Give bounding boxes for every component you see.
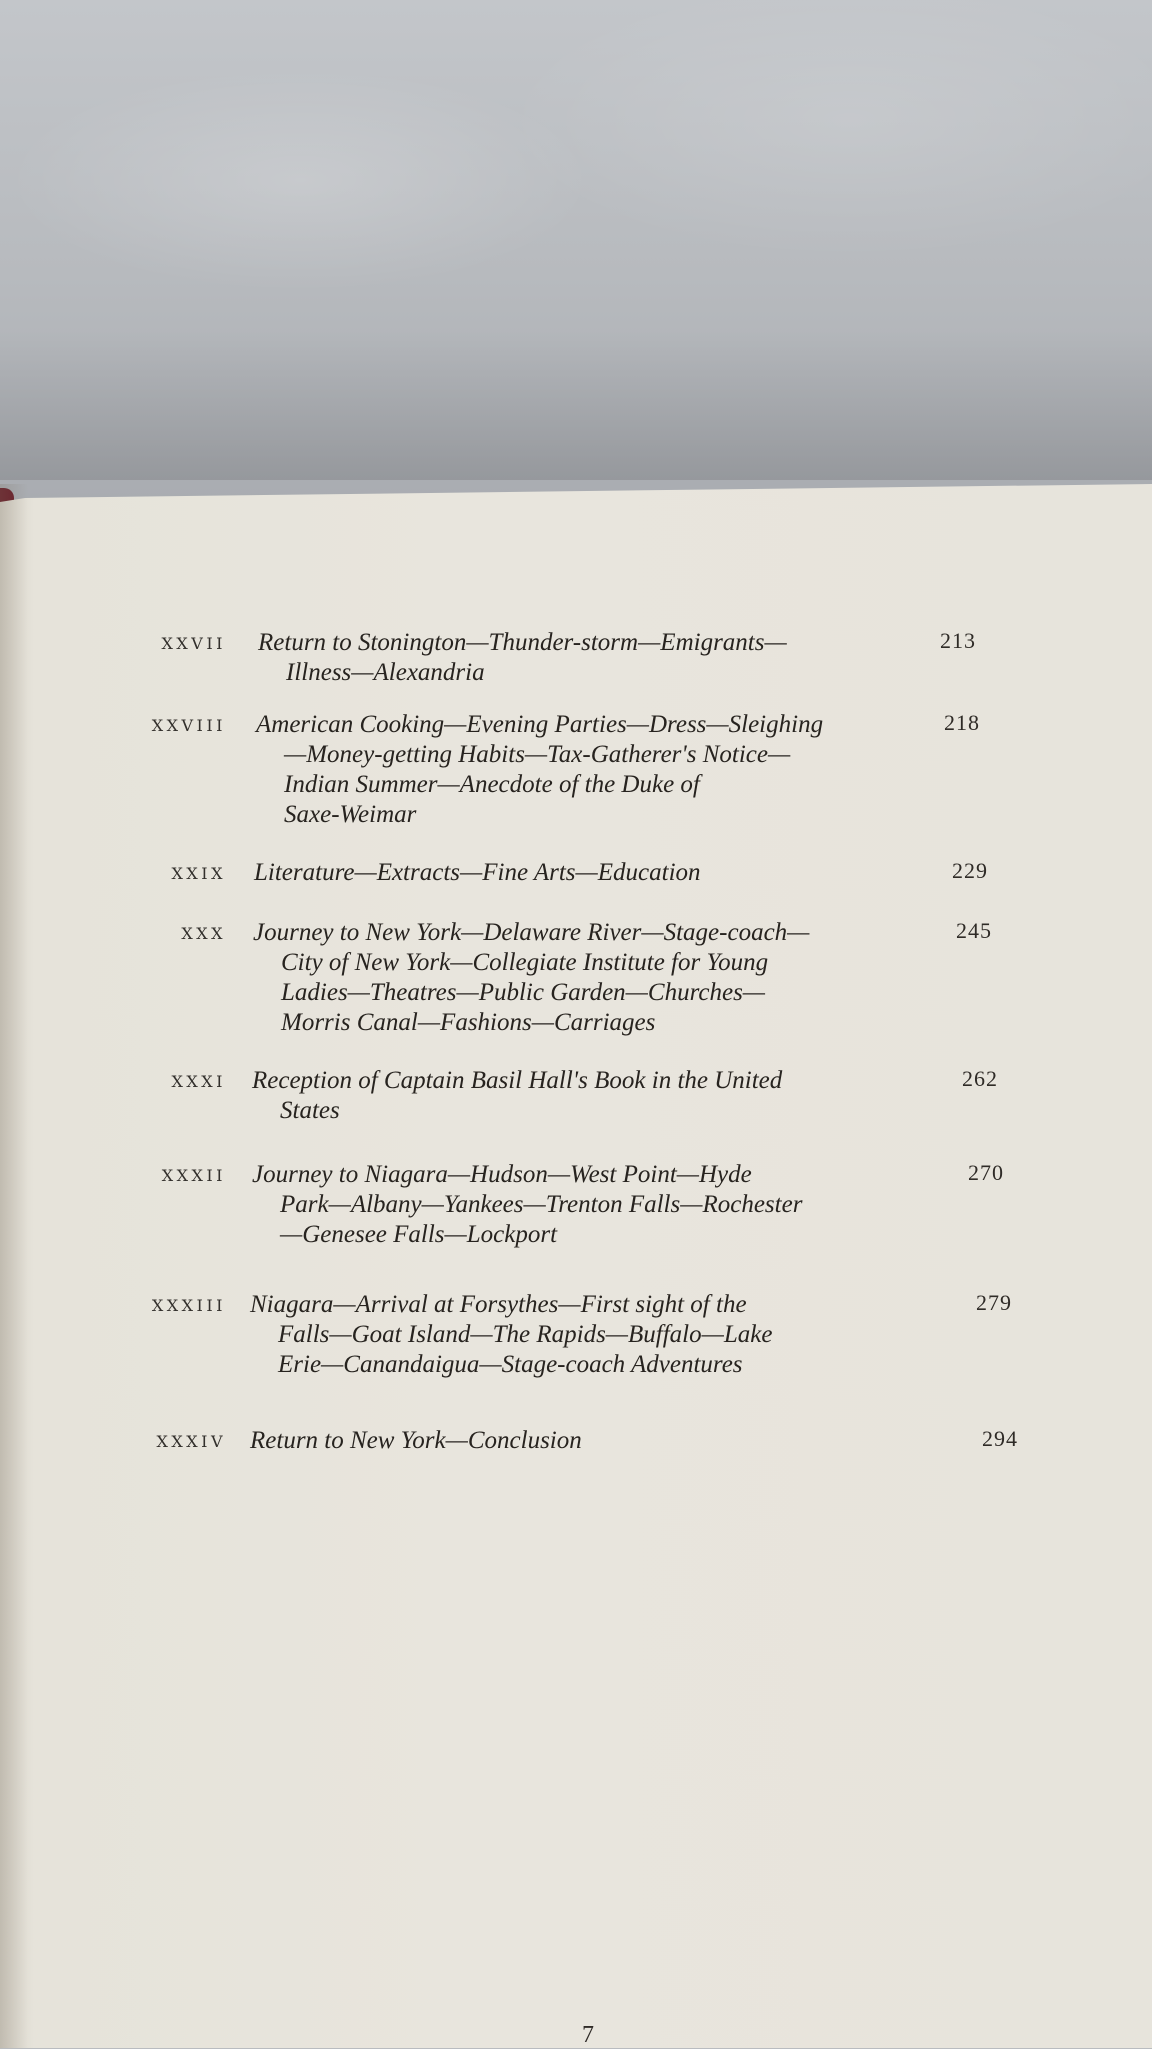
title-line: Saxe-Weimar: [284, 801, 417, 828]
title-line: —Money-getting Habits—Tax-Gatherer's Notice—: [284, 741, 791, 768]
title-line: Indian Summer—Anecdote of the Duke of: [284, 771, 700, 798]
chapter-numeral: XXXIV: [156, 1432, 226, 1451]
title-line: Erie—Canandaigua—Stage-coach Adventures: [278, 1351, 743, 1378]
title-line: States: [280, 1097, 340, 1124]
page-number: 279: [976, 1290, 1012, 1315]
title-line: Journey to New York—Delaware River—Stage-coach—: [253, 919, 810, 946]
title-line: Return to Stonington—Thunder-storm—Emigrants—: [258, 629, 787, 656]
chapter-title: [252, 1066, 912, 1126]
chapter-numeral: XXVIII: [151, 716, 226, 735]
title-line: Reception of Captain Basil Hall's Book in the United: [252, 1067, 783, 1094]
page-number: 229: [952, 858, 988, 883]
chapter-title: [254, 858, 914, 888]
chapter-title: [250, 1426, 910, 1456]
chapter-title: [258, 628, 918, 688]
title-line: —Genesee Falls—Lockport: [280, 1221, 558, 1248]
chapter-numeral: XXXII: [161, 1166, 226, 1185]
chapter-numeral: XXIX: [171, 864, 226, 883]
title-line: Park—Albany—Yankees—Trenton Falls—Rochester: [280, 1191, 803, 1218]
background-shadow: [0, 330, 1152, 480]
chapter-numeral: XXXI: [171, 1072, 226, 1091]
chapter-numeral: XXVII: [161, 634, 226, 653]
chapter-title: [256, 710, 916, 830]
chapter-numeral: XXXIII: [151, 1296, 226, 1315]
title-line: Literature—Extracts—Fine Arts—Education: [254, 859, 701, 886]
chapter-title: [253, 918, 913, 1038]
page-number: 213: [940, 628, 976, 653]
title-line: Journey to Niagara—Hudson—West Point—Hyde: [252, 1161, 752, 1188]
title-line: Morris Canal—Fashions—Carriages: [281, 1009, 656, 1036]
title-line: City of New York—Collegiate Institute for Young: [281, 949, 769, 976]
title-line: American Cooking—Evening Parties—Dress—Sleighing: [256, 711, 824, 738]
page-number: 270: [968, 1160, 1004, 1185]
title-line: Falls—Goat Island—The Rapids—Buffalo—Lake: [278, 1321, 773, 1348]
page-number: 294: [982, 1426, 1018, 1451]
page-number: 262: [962, 1066, 998, 1091]
title-line: Niagara—Arrival at Forsythes—First sight of the: [250, 1291, 747, 1318]
title-line: Ladies—Theatres—Public Garden—Churches—: [281, 979, 766, 1006]
folio-page-number: 7: [582, 2022, 594, 2048]
chapter-title: [252, 1160, 912, 1250]
title-line: Return to New York—Conclusion: [250, 1427, 582, 1454]
chapter-numeral: XXX: [181, 924, 226, 943]
title-line: Illness—Alexandria: [286, 659, 485, 686]
page-number: 245: [956, 918, 992, 943]
chapter-title: [250, 1290, 910, 1380]
page-number: 218: [944, 710, 980, 735]
